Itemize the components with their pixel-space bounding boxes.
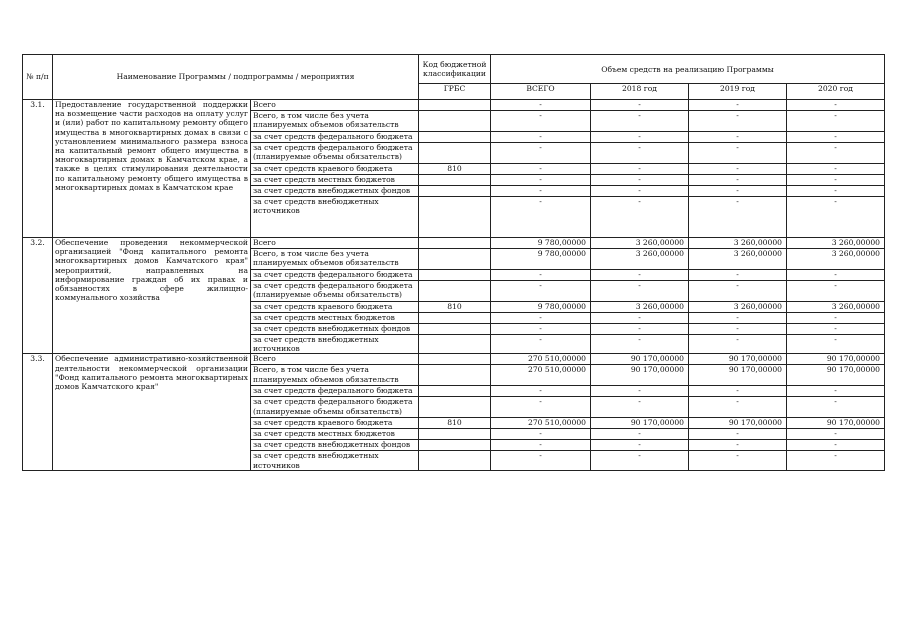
- amount-y2020: 90 170,00000: [787, 418, 885, 429]
- funding-source: Всего: [251, 354, 419, 365]
- amount-y2020: -: [787, 111, 885, 132]
- amount-y2019: -: [689, 313, 787, 324]
- header-2018: 2018 год: [591, 84, 689, 100]
- amount-y2018: -: [591, 143, 689, 164]
- amount-total: -: [491, 175, 591, 186]
- amount-y2018: 90 170,00000: [591, 354, 689, 365]
- amount-total: 270 510,00000: [491, 354, 591, 365]
- amount-y2019: -: [689, 281, 787, 302]
- amount-y2018: -: [591, 324, 689, 335]
- funding-source: за счет средств федерального бюджета: [251, 132, 419, 143]
- amount-y2020: -: [787, 429, 885, 440]
- amount-total: -: [491, 429, 591, 440]
- amount-y2018: -: [591, 451, 689, 470]
- amount-y2018: -: [591, 175, 689, 186]
- amount-total: 270 510,00000: [491, 365, 591, 386]
- grbs-code: [419, 197, 491, 238]
- header-grbs: ГРБС: [419, 84, 491, 100]
- grbs-code: [419, 100, 491, 111]
- amount-total: -: [491, 143, 591, 164]
- amount-y2018: -: [591, 132, 689, 143]
- funding-source: Всего, в том числе без учета планируемых объемов обязательств: [251, 111, 419, 132]
- amount-total: -: [491, 197, 591, 238]
- amount-y2019: -: [689, 164, 787, 175]
- amount-total: 9 780,00000: [491, 238, 591, 249]
- grbs-code: [419, 313, 491, 324]
- funding-source: за счет средств внебюджетных фондов: [251, 186, 419, 197]
- amount-y2020: 3 260,00000: [787, 302, 885, 313]
- funding-source: Всего, в том числе без учета планируемых объемов обязательств: [251, 365, 419, 386]
- header-2019: 2019 год: [689, 84, 787, 100]
- amount-y2019: -: [689, 324, 787, 335]
- grbs-code: [419, 281, 491, 302]
- table-row: [23, 100, 885, 111]
- section-number: 3.2.: [23, 238, 53, 354]
- amount-y2019: -: [689, 335, 787, 354]
- funding-source: за счет средств внебюджетных источников: [251, 197, 419, 238]
- funding-source: за счет средств федерального бюджета: [251, 386, 419, 397]
- funding-source: за счет средств местных бюджетов: [251, 175, 419, 186]
- grbs-code: [419, 249, 491, 270]
- amount-y2020: -: [787, 281, 885, 302]
- grbs-code: [419, 440, 491, 451]
- amount-y2018: -: [591, 335, 689, 354]
- header-funds: Объем средств на реализацию Программы: [491, 55, 885, 84]
- amount-y2018: -: [591, 440, 689, 451]
- amount-y2019: -: [689, 143, 787, 164]
- amount-y2019: -: [689, 440, 787, 451]
- amount-y2019: -: [689, 270, 787, 281]
- funding-source: за счет средств федерального бюджета (планируемые объемы обязательств): [251, 143, 419, 164]
- amount-y2020: -: [787, 164, 885, 175]
- section-number: 3.1.: [23, 100, 53, 238]
- funding-source: за счет средств внебюджетных фондов: [251, 440, 419, 451]
- grbs-code: [419, 132, 491, 143]
- amount-y2018: -: [591, 186, 689, 197]
- amount-total: -: [491, 270, 591, 281]
- amount-total: 270 510,00000: [491, 418, 591, 429]
- amount-y2018: 3 260,00000: [591, 302, 689, 313]
- amount-total: -: [491, 186, 591, 197]
- amount-total: -: [491, 451, 591, 470]
- amount-y2018: -: [591, 429, 689, 440]
- amount-y2020: 3 260,00000: [787, 249, 885, 270]
- grbs-code: [419, 238, 491, 249]
- amount-y2020: 3 260,00000: [787, 238, 885, 249]
- amount-y2018: 90 170,00000: [591, 365, 689, 386]
- amount-total: 9 780,00000: [491, 302, 591, 313]
- amount-y2019: -: [689, 386, 787, 397]
- grbs-code: [419, 175, 491, 186]
- amount-y2018: -: [591, 313, 689, 324]
- amount-y2018: -: [591, 281, 689, 302]
- amount-y2020: -: [787, 197, 885, 238]
- amount-y2020: -: [787, 143, 885, 164]
- amount-y2019: -: [689, 197, 787, 238]
- section-name: Обеспечение административно-хозяйственной деятельности некоммерческой организации "Фонд капитального ремонта многоквартирных домов Камчатского края": [53, 354, 251, 470]
- funding-source: Всего, в том числе без учета планируемых объемов обязательств: [251, 249, 419, 270]
- funding-source: за счет средств краевого бюджета: [251, 302, 419, 313]
- grbs-code: [419, 186, 491, 197]
- amount-y2018: -: [591, 386, 689, 397]
- amount-y2019: -: [689, 111, 787, 132]
- amount-y2019: -: [689, 132, 787, 143]
- header-2020: 2020 год: [787, 84, 885, 100]
- grbs-code: [419, 365, 491, 386]
- amount-y2018: 90 170,00000: [591, 418, 689, 429]
- amount-y2019: 3 260,00000: [689, 238, 787, 249]
- amount-y2020: -: [787, 175, 885, 186]
- amount-y2019: -: [689, 429, 787, 440]
- grbs-code: [419, 335, 491, 354]
- amount-y2020: -: [787, 397, 885, 418]
- amount-y2020: -: [787, 132, 885, 143]
- funding-source: за счет средств федерального бюджета: [251, 270, 419, 281]
- header-total: ВСЕГО: [491, 84, 591, 100]
- amount-total: -: [491, 100, 591, 111]
- amount-total: -: [491, 386, 591, 397]
- grbs-code: [419, 111, 491, 132]
- amount-y2019: -: [689, 175, 787, 186]
- amount-total: -: [491, 111, 591, 132]
- funding-source: за счет средств внебюджетных источников: [251, 451, 419, 470]
- amount-total: -: [491, 335, 591, 354]
- amount-total: -: [491, 397, 591, 418]
- amount-y2018: -: [591, 164, 689, 175]
- amount-y2018: 3 260,00000: [591, 249, 689, 270]
- amount-y2020: 90 170,00000: [787, 365, 885, 386]
- grbs-code: 810: [419, 418, 491, 429]
- section-name: Предоставление государственной поддержки на возмещение части расходов на оплату услуг и (или) работ по капитальному ремонту общего имущества в многоквартирных домах в связи с установлением минимального размера взноса на капитальный ремонт общего имущества в многоквартирных домах в Камчатском крае, а также в целях стимулирования деятельности по капитальному ремонту общего имущества в многоквартирных домах в Камчатском крае: [53, 100, 251, 238]
- amount-y2020: -: [787, 100, 885, 111]
- amount-y2020: -: [787, 335, 885, 354]
- header-code: Код бюджетной классификации: [419, 55, 491, 84]
- grbs-code: [419, 429, 491, 440]
- amount-y2018: -: [591, 197, 689, 238]
- amount-y2018: -: [591, 111, 689, 132]
- amount-y2020: -: [787, 270, 885, 281]
- funding-source: Всего: [251, 238, 419, 249]
- grbs-code: [419, 143, 491, 164]
- amount-total: 9 780,00000: [491, 249, 591, 270]
- table-row: [23, 238, 885, 249]
- amount-y2019: 3 260,00000: [689, 249, 787, 270]
- amount-y2020: 90 170,00000: [787, 354, 885, 365]
- amount-total: -: [491, 281, 591, 302]
- grbs-code: [419, 354, 491, 365]
- grbs-code: [419, 451, 491, 470]
- amount-total: -: [491, 164, 591, 175]
- amount-total: -: [491, 324, 591, 335]
- grbs-code: [419, 397, 491, 418]
- funding-source: за счет средств федерального бюджета (планируемые объемы обязательств): [251, 281, 419, 302]
- funding-source: за счет средств внебюджетных источников: [251, 335, 419, 354]
- amount-y2018: -: [591, 100, 689, 111]
- amount-y2020: -: [787, 186, 885, 197]
- grbs-code: 810: [419, 302, 491, 313]
- header-name: Наименование Программы / подпрограммы / мероприятия: [53, 55, 419, 100]
- amount-y2020: -: [787, 324, 885, 335]
- amount-y2018: -: [591, 397, 689, 418]
- amount-y2018: 3 260,00000: [591, 238, 689, 249]
- program-funding-table: [22, 54, 885, 471]
- amount-total: -: [491, 313, 591, 324]
- amount-y2019: -: [689, 451, 787, 470]
- amount-y2019: 90 170,00000: [689, 365, 787, 386]
- header-row-1: [23, 55, 885, 84]
- funding-source: за счет средств местных бюджетов: [251, 313, 419, 324]
- funding-source: за счет средств краевого бюджета: [251, 418, 419, 429]
- amount-y2019: 3 260,00000: [689, 302, 787, 313]
- amount-y2019: -: [689, 186, 787, 197]
- amount-y2020: -: [787, 386, 885, 397]
- grbs-code: [419, 324, 491, 335]
- amount-y2020: -: [787, 313, 885, 324]
- amount-y2020: -: [787, 440, 885, 451]
- section-number: 3.3.: [23, 354, 53, 470]
- section-name: Обеспечение проведения некоммерческой организацией "Фонд капитального ремонта многоквартирных домов Камчатского края" мероприятий, направленных на информирование граждан об их правах и обязанностях в сфере жилищно-коммунального хозяйства: [53, 238, 251, 354]
- amount-y2019: -: [689, 397, 787, 418]
- funding-source: за счет средств местных бюджетов: [251, 429, 419, 440]
- grbs-code: [419, 270, 491, 281]
- amount-y2020: -: [787, 451, 885, 470]
- budget-table-sheet: [22, 54, 885, 471]
- amount-total: -: [491, 132, 591, 143]
- amount-total: -: [491, 440, 591, 451]
- amount-y2019: -: [689, 100, 787, 111]
- funding-source: за счет средств федерального бюджета (планируемые объемы обязательств): [251, 397, 419, 418]
- funding-source: за счет средств краевого бюджета: [251, 164, 419, 175]
- table-row: [23, 354, 885, 365]
- grbs-code: 810: [419, 164, 491, 175]
- funding-source: за счет средств внебюджетных фондов: [251, 324, 419, 335]
- amount-y2019: 90 170,00000: [689, 418, 787, 429]
- grbs-code: [419, 386, 491, 397]
- amount-y2018: -: [591, 270, 689, 281]
- funding-source: Всего: [251, 100, 419, 111]
- header-num: № п/п: [23, 55, 53, 100]
- amount-y2019: 90 170,00000: [689, 354, 787, 365]
